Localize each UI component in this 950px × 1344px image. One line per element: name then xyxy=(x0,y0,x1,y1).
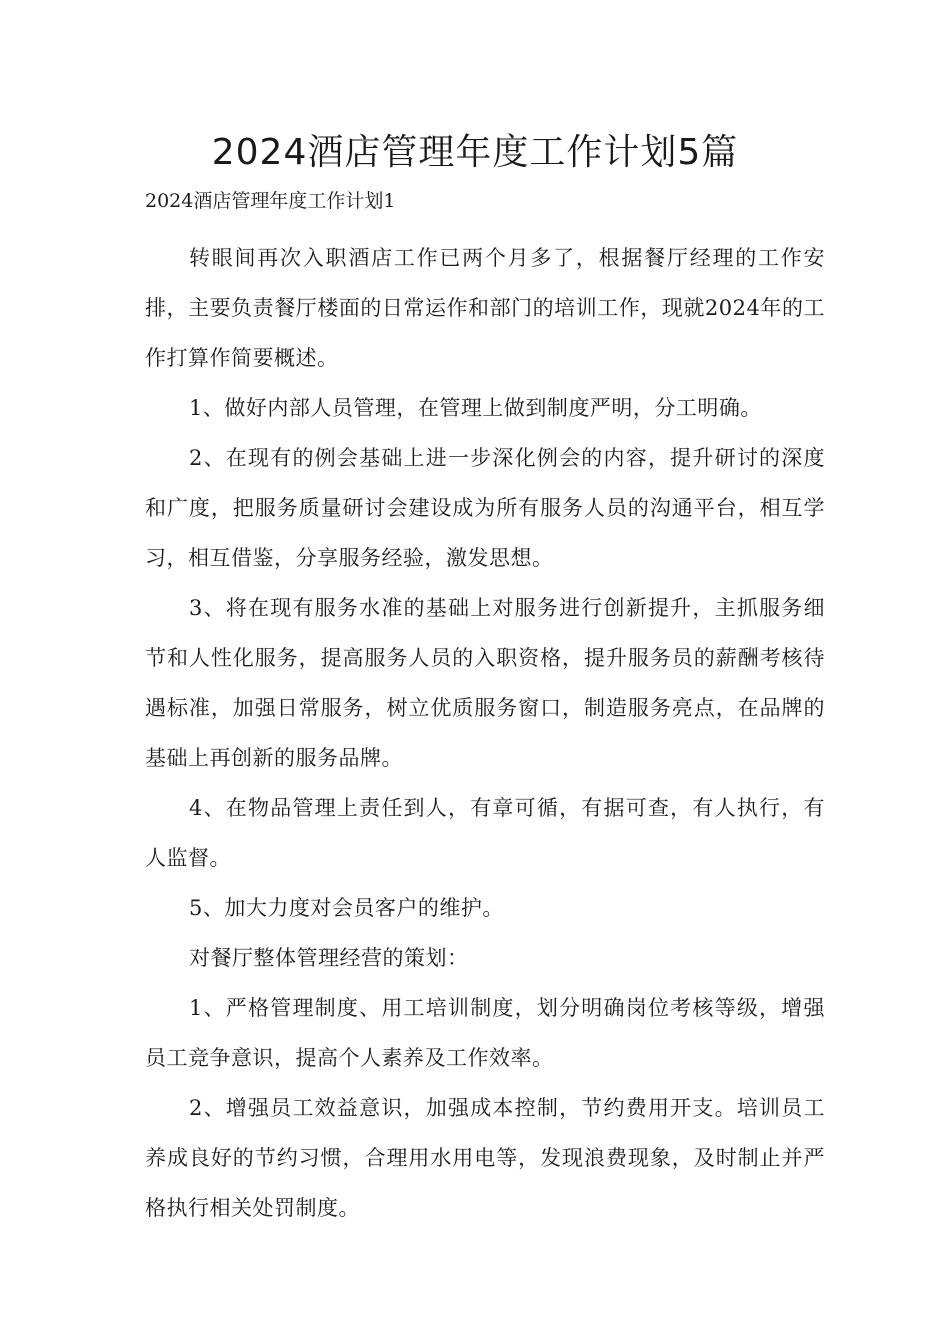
document-body xyxy=(145,233,825,1233)
document-title: 2024酒店管理年度工作计划5篇 xyxy=(211,132,739,173)
paragraph-item-3: 3、将在现有服务水准的基础上对服务进行创新提升，主抓服务细节和人性化服务，提高服务人员的入职资格，提升服务员的薪酬考核待遇标准，加强日常服务，树立优质服务窗口，制造服务亮点，在品牌的基础上再创新的服务品牌。 xyxy=(145,596,825,770)
paragraph-item-5: 5、加大力度对会员客户的维护。 xyxy=(189,896,504,920)
paragraph-item-2: 2、在现有的例会基础上进一步深化例会的内容，提升研讨的深度和广度，把服务质量研讨会建设成为所有服务人员的沟通平台，相互学习，相互借鉴，分享服务经验，激发思想。 xyxy=(145,446,825,570)
paragraph-item-1: 1、做好内部人员管理，在管理上做到制度严明，分工明确。 xyxy=(189,396,762,420)
paragraph-intro: 转眼间再次入职酒店工作已两个月多了，根据餐厅经理的工作安排，主要负责餐厅楼面的日常运作和部门的培训工作，现就2024年的工作打算作简要概述。 xyxy=(145,246,825,370)
paragraph-item-4: 4、在物品管理上责任到人，有章可循，有据可查，有人执行，有人监督。 xyxy=(145,796,825,870)
paragraph-planning-2: 2、增强员工效益意识，加强成本控制，节约费用开支。培训员工养成良好的节约习惯，合理用水用电等，发现浪费现象，及时制止并严格执行相关处罚制度。 xyxy=(145,1096,825,1220)
paragraph-planning-heading: 对餐厅整体管理经营的策划： xyxy=(189,946,469,970)
paragraph-planning-1: 1、严格管理制度、用工培训制度，划分明确岗位考核等级，增强员工竞争意识，提高个人素养及工作效率。 xyxy=(145,996,825,1070)
section-subtitle: 2024酒店管理年度工作计划1 xyxy=(145,190,396,212)
